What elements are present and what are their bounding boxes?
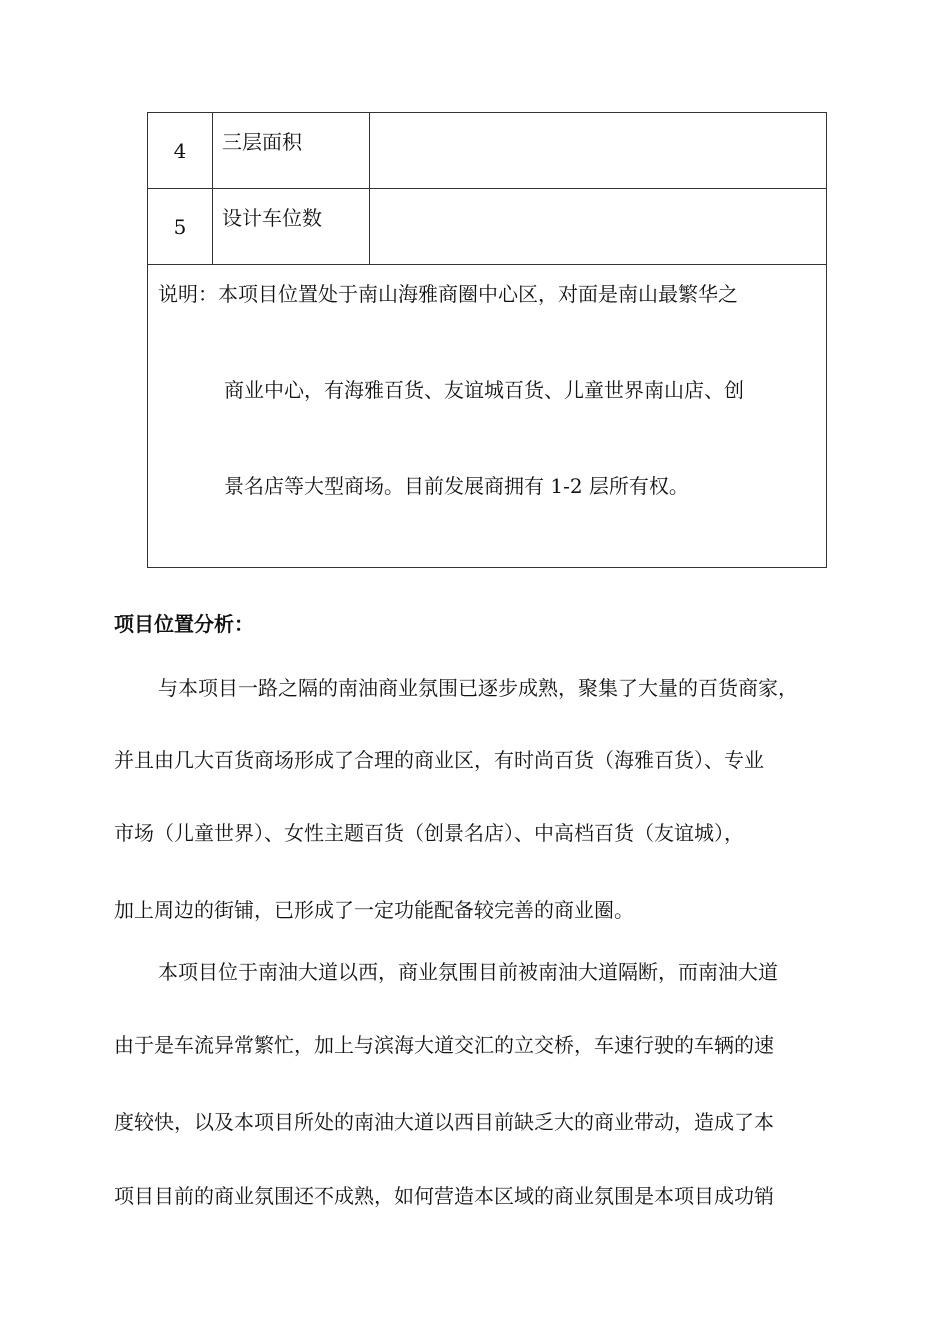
paragraph-line: 项目目前的商业氛围还不成熟，如何营造本区域的商业氛围是本项目成功销 [114, 1184, 774, 1208]
paragraph-line: 本项目位于南油大道以西，商业氛围目前被南油大道隔断，而南油大道 [158, 960, 778, 984]
item-value-cell [370, 189, 827, 265]
item-name-cell [213, 189, 370, 265]
item-name: 设计车位数 [222, 206, 322, 230]
table-row [148, 113, 827, 189]
paragraph-line: 与本项目一路之隔的南油商业氛围已逐步成熟，聚集了大量的百货商家， [158, 676, 798, 700]
note-line: 景名店等大型商场。目前发展商拥有 1-2 层所有权。 [224, 474, 689, 498]
paragraph-line: 由于是车流异常繁忙，加上与滨海大道交汇的立交桥，车速行驶的车辆的速 [114, 1033, 774, 1057]
note-line: 说明：本项目位置处于南山海雅商圈中心区，对面是南山最繁华之 [158, 282, 738, 306]
paragraph-line: 并且由几大百货商场形成了合理的商业区，有时尚百货（海雅百货）、专业 [114, 748, 764, 772]
table-note-row [148, 265, 827, 568]
table-row [148, 189, 827, 265]
item-name-cell [213, 113, 370, 189]
row-number-cell [148, 113, 213, 189]
note-line: 商业中心，有海雅百货、友谊城百货、儿童世界南山店、创 [224, 378, 744, 402]
row-number-cell [148, 189, 213, 265]
paragraph-line: 加上周边的街铺，已形成了一定功能配备较完善的商业圈。 [114, 898, 634, 922]
item-name: 三层面积 [222, 130, 302, 154]
row-number: 5 [173, 214, 187, 239]
paragraph-line: 度较快，以及本项目所处的南油大道以西目前缺乏大的商业带动，造成了本 [114, 1110, 774, 1134]
item-value-cell [370, 113, 827, 189]
project-info-table [147, 112, 827, 568]
note-cell [148, 265, 827, 568]
row-number: 4 [173, 138, 187, 163]
paragraph-line: 市场（儿童世界）、女性主题百货（创景名店）、中高档百货（友谊城）， [114, 821, 744, 845]
section-heading: 项目位置分析： [114, 612, 254, 636]
